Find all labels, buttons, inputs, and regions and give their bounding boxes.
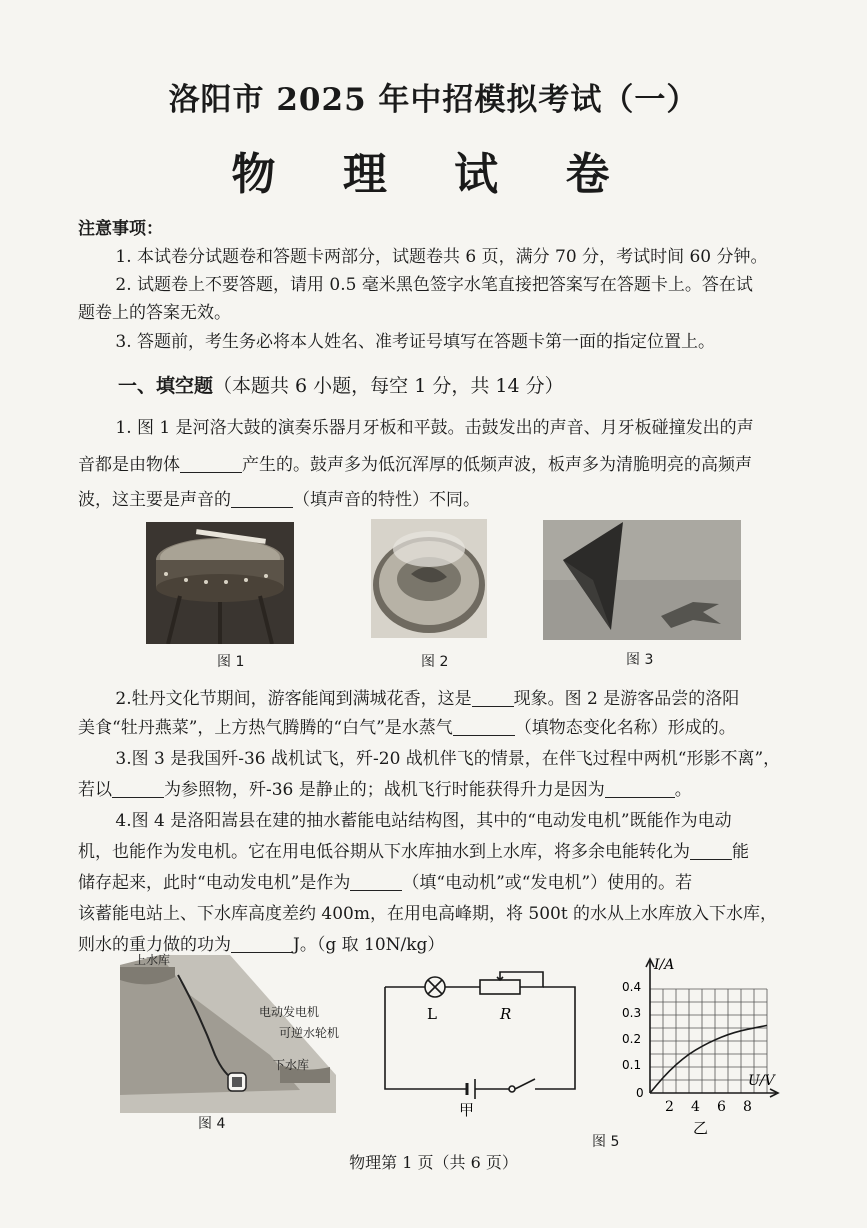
- exam-title: 洛阳市 2025 年中招模拟考试（一）: [168, 82, 699, 118]
- q4-text: 能: [732, 842, 749, 862]
- section-desc: （本题共 6 小题，每空 1 分，共 14 分）: [213, 375, 564, 397]
- q4-text: 机，也能作为发电机。它在用电低谷期从下水库抽水到上水库，将多余电能转化为: [78, 842, 690, 862]
- origin-label: 0: [636, 1086, 644, 1100]
- answer-blank: [690, 841, 732, 860]
- q4-line-1: 4.图 4 是洛阳嵩县在建的抽水蓄能电站结构图，其中的“电动发电机”既能作为电动: [115, 811, 732, 831]
- circuit-caption: 甲: [459, 1101, 475, 1117]
- section-title: 一、填空题: [118, 375, 214, 397]
- q1-text: 产生的。鼓声多为低沉浑厚的低频声波，板声多为清脆明亮的高频声: [242, 455, 752, 475]
- notice-heading: 注意事项：: [78, 219, 163, 239]
- q3-line-1: 3.图 3 是我国歼-36 战机试飞，歼-20 战机伴飞的情景，在伴飞过程中两机“形影不离”，: [115, 749, 781, 769]
- q4-text: J。（g 取 10N/kg）: [293, 935, 445, 955]
- q2-line-1: [78, 683, 790, 715]
- subject-title: 物 理 试 卷: [231, 149, 636, 200]
- q1-text: 波，这主要是声音的: [78, 490, 231, 510]
- q1-line-2: [78, 449, 790, 481]
- q4-line-3: [78, 867, 790, 899]
- answer-blank: [350, 872, 402, 891]
- x-axis-label: U/V: [748, 1073, 775, 1089]
- q3-text: 为参照物，歼-36 是静止的；战机飞行时能获得升力是因为: [164, 780, 605, 800]
- notice-item-2a: 2. 试题卷上不要答题，请用 0.5 毫米黑色签字水笔直接把答案写在答题卡上。答在试: [115, 275, 753, 295]
- notice-item-1: 1. 本试卷分试题卷和答题卡两部分，试题卷共 6 页，满分 70 分，考试时间 60 分钟。: [115, 247, 768, 267]
- answer-blank: [472, 688, 514, 707]
- x-tick-label: 4: [691, 1099, 700, 1115]
- notice-item-3: 3. 答题前，考生务必将本人姓名、准考证号填写在答题卡第一面的指定位置上。: [115, 332, 716, 352]
- answer-blank: [605, 779, 675, 798]
- y-axis-label: I/A: [654, 957, 675, 973]
- x-tick-label: 8: [743, 1099, 752, 1115]
- figure-2-caption: 图 2: [421, 654, 449, 670]
- resistor-label: R: [500, 1005, 512, 1023]
- y-tick-label: 0.2: [622, 1032, 642, 1046]
- q2-text: 现象。图 2 是游客品尝的洛阳: [513, 689, 740, 709]
- iv-graph: [618, 953, 793, 1143]
- q4-line-2: [78, 836, 790, 868]
- q2-text: （填物态变化名称）形成的。: [514, 718, 736, 738]
- page-footer: 物理第 1 页（共 6 页）: [349, 1153, 518, 1172]
- figure-1-drum-photo: [146, 522, 294, 644]
- q3-text: 。: [674, 780, 692, 800]
- x-tick-label: 2: [665, 1099, 674, 1115]
- graph-caption: 乙: [693, 1119, 709, 1137]
- y-tick-label: 0.1: [622, 1058, 642, 1072]
- answer-blank: [180, 454, 242, 473]
- q3-line-2: [78, 774, 790, 806]
- notice-item-2b: 题卷上的答案无效。: [78, 303, 231, 323]
- lamp-label: L: [427, 1005, 437, 1023]
- answer-blank: [231, 489, 293, 508]
- lower-reservoir-label: 下水库: [273, 1058, 310, 1072]
- answer-blank: [453, 717, 515, 736]
- q2-text: 2.牡丹文化节期间，游客能闻到满城花香，这是: [115, 689, 472, 709]
- circuit-diagram: [375, 967, 585, 1117]
- y-tick-label: 0.3: [622, 1006, 642, 1020]
- figure-5-caption: 图 5: [592, 1134, 620, 1150]
- y-tick-label: 0.4: [622, 980, 642, 994]
- q2-line-2: [78, 712, 790, 744]
- q1-text: 音都是由物体: [78, 455, 180, 475]
- figure-3-caption: 图 3: [626, 652, 654, 668]
- section-heading: [118, 370, 830, 402]
- motor-generator-label: 电动发电机: [259, 1005, 320, 1019]
- q4-text: （填“电动机”或“发电机”）使用的。若: [402, 873, 693, 893]
- figure-2-dish-photo: [371, 519, 487, 638]
- q4-text: 则水的重力做的功为: [78, 935, 231, 955]
- q1-line-1: 1. 图 1 是河洛大鼓的演奏乐器月牙板和平鼓。击鼓发出的声音、月牙板碰撞发出的声: [115, 418, 754, 438]
- figure-1-caption: 图 1: [217, 654, 245, 670]
- answer-blank: [112, 779, 164, 798]
- upper-reservoir-label: 上水库: [134, 953, 171, 967]
- q4-text: 储存起来，此时“电动发电机”是作为: [78, 873, 351, 893]
- figure-4-caption: 图 4: [198, 1116, 226, 1132]
- q3-text: 若以: [78, 780, 112, 800]
- answer-blank: [231, 934, 293, 953]
- figure-3-aircraft-photo: [543, 520, 741, 640]
- turbine-label: 可逆水轮机: [279, 1026, 340, 1040]
- q4-line-4: 该蓄能电站上、下水库高度差约 400m，在用电高峰期，将 500t 的水从上水库放入下水库，: [78, 904, 778, 924]
- q2-text: 美食“牡丹燕菜”，上方热气腾腾的“白气”是水蒸气: [78, 718, 453, 738]
- x-tick-label: 6: [717, 1099, 726, 1115]
- q1-text: （填声音的特性）不同。: [293, 490, 480, 510]
- q1-line-3: [78, 484, 790, 516]
